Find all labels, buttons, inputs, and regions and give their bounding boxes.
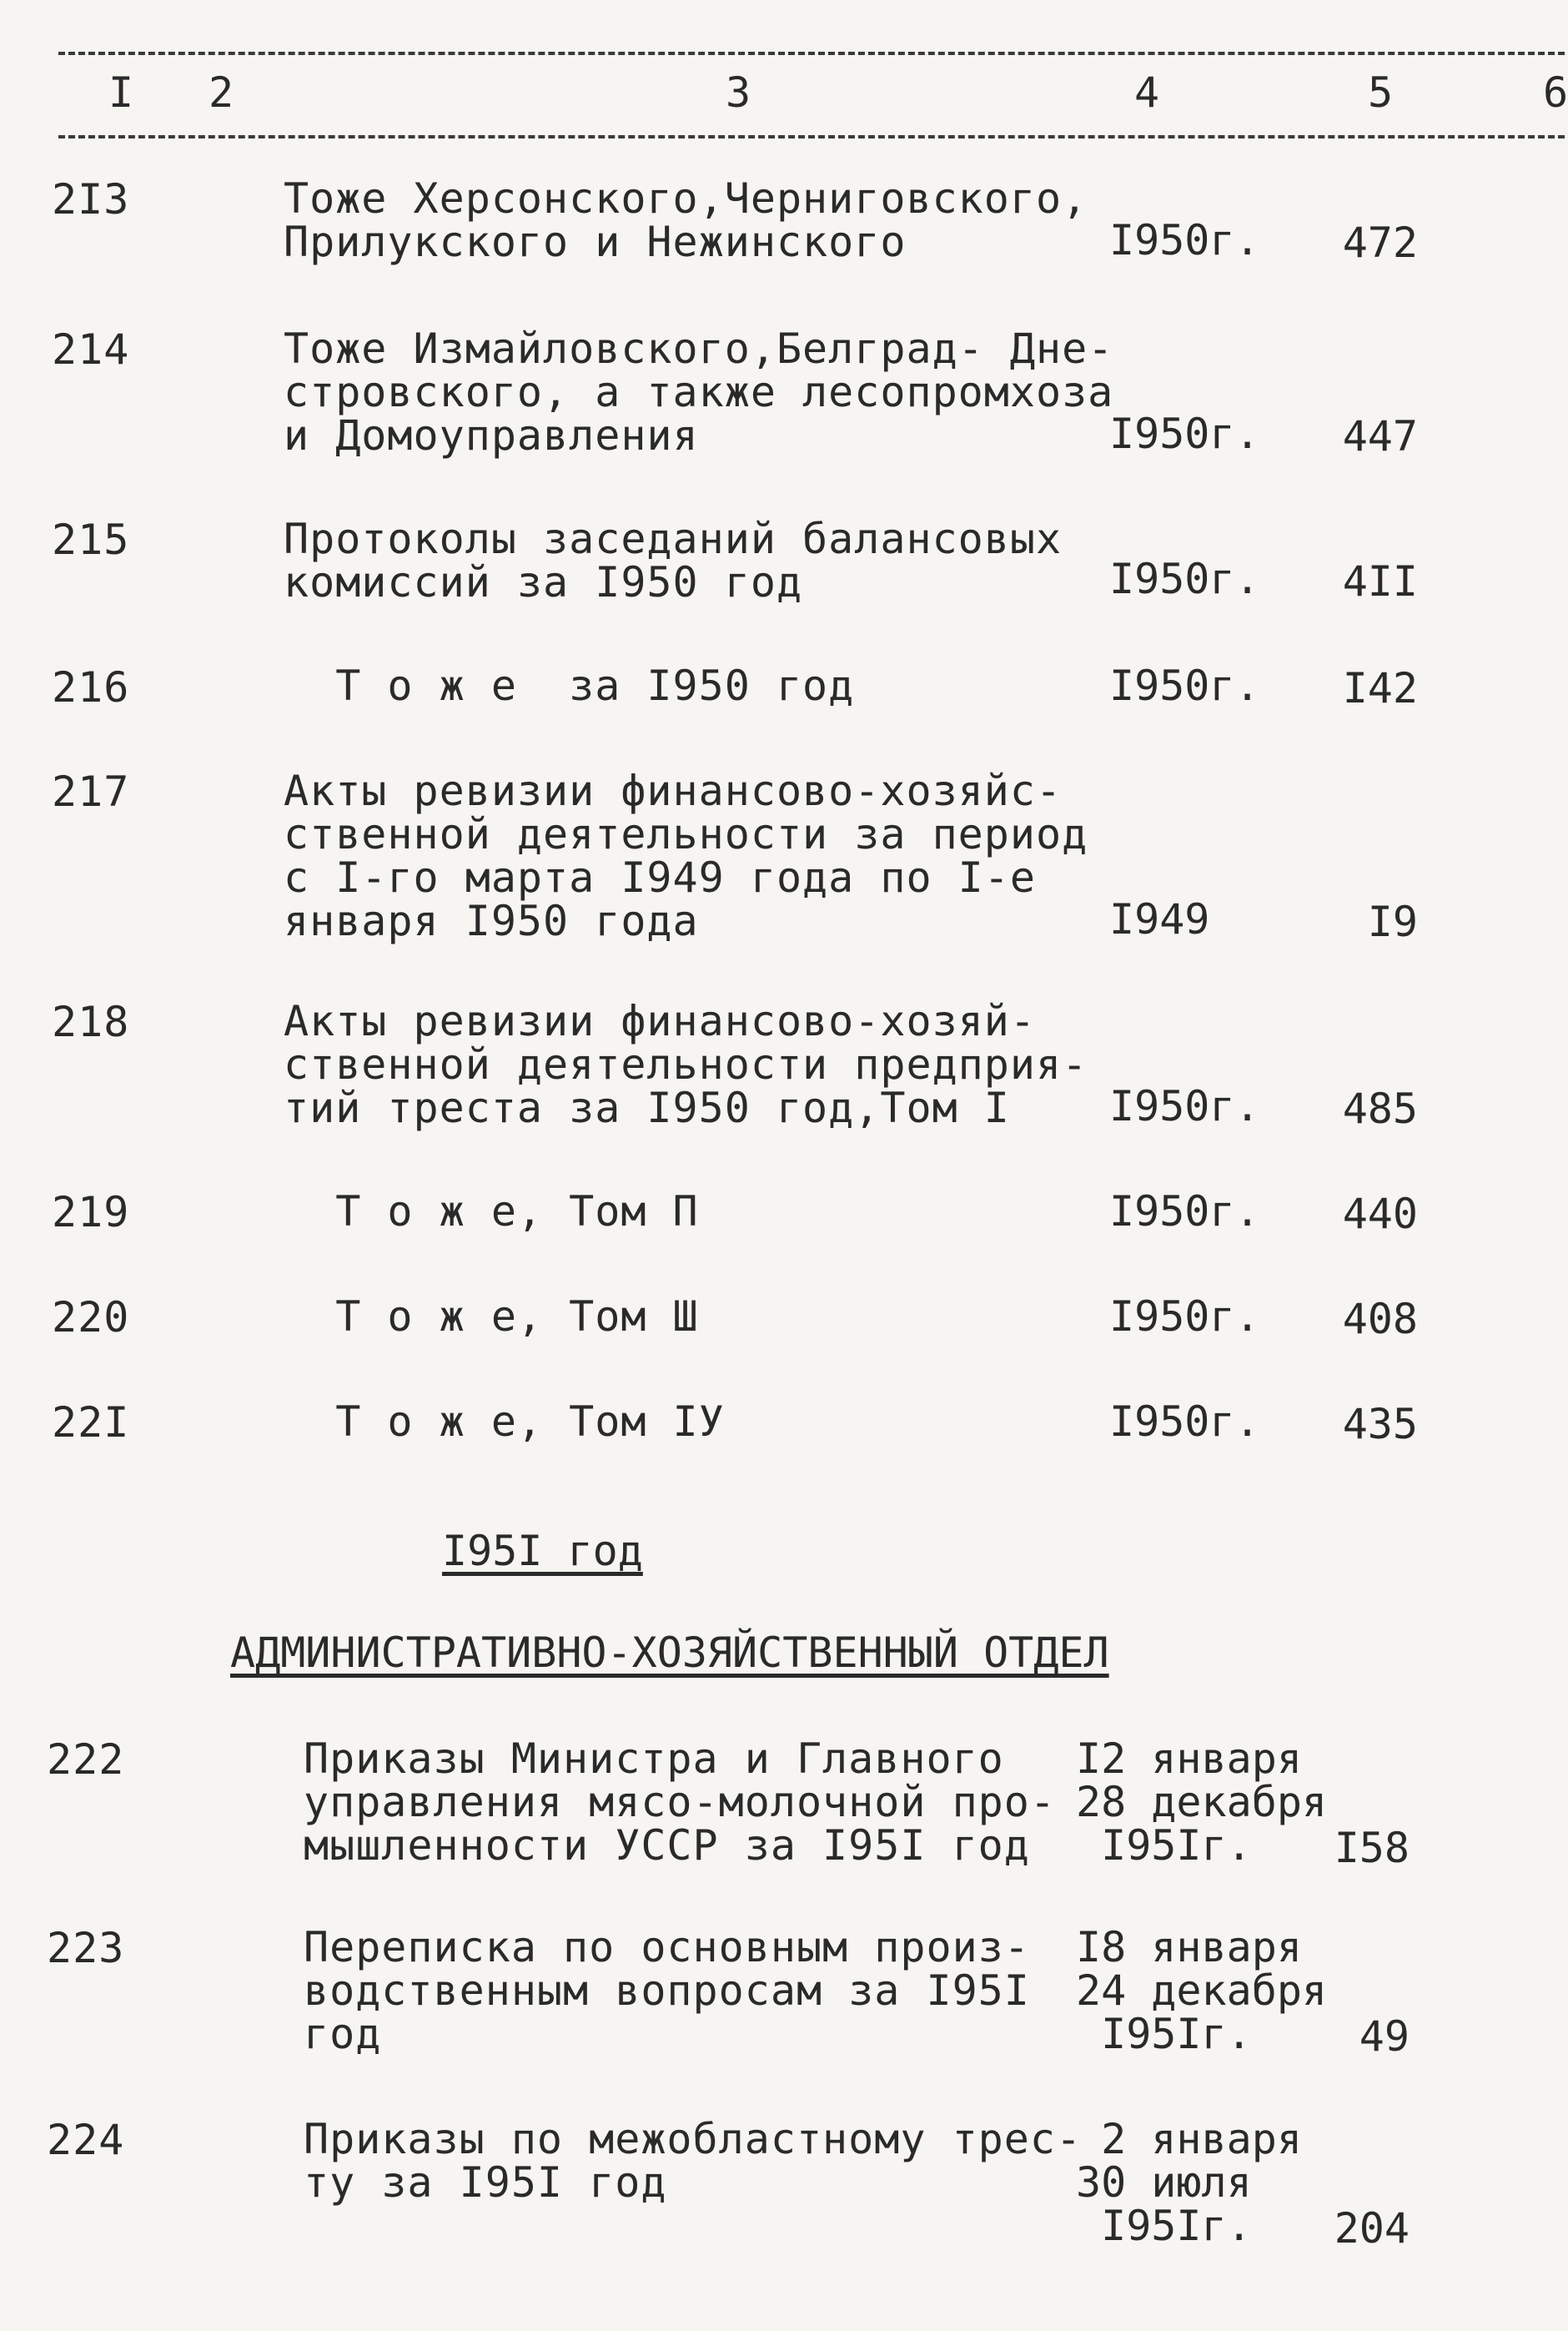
- entry-title: Протоколы заседаний балансовых комиссий за I950 год: [284, 515, 1063, 607]
- entry-title: Приказы Министра и Главного управления мясо-молочной про- мышленности УССР за I95I год: [304, 1734, 1056, 1870]
- entry-date: I950г.: [1109, 555, 1260, 603]
- entry-title: Т о ж е, Том IУ: [284, 1397, 725, 1446]
- entry-date: I950г.: [1109, 216, 1260, 264]
- entry-sheet-count: I9: [1367, 898, 1418, 946]
- column-header-6: 6: [1543, 68, 1568, 117]
- year-heading: I95I год: [442, 1527, 643, 1575]
- entry-title: Акты ревизии финансово-хозяй- ственной деятельности предприя- тий треста за I950 год,Том I: [284, 997, 1088, 1132]
- entry-number: 216: [52, 663, 130, 712]
- entry-number: 222: [47, 1735, 125, 1784]
- entry-title: Т о ж е, Том П: [284, 1187, 699, 1236]
- entry-title: Переписка по основным произ- водственным вопросам за I95I год: [304, 1923, 1030, 2058]
- entry-title: Т о ж е за I950 год: [284, 662, 855, 710]
- entry-sheet-count: 472: [1342, 219, 1418, 267]
- entry-date: I949: [1109, 895, 1210, 944]
- entry-date: I950г.: [1109, 410, 1260, 458]
- entry-number: 219: [52, 1188, 130, 1236]
- entry-sheet-count: 485: [1342, 1085, 1418, 1133]
- entry-number: 215: [52, 516, 130, 564]
- entry-number: 218: [52, 998, 130, 1046]
- entry-date: I950г.: [1109, 1187, 1260, 1236]
- entry-date-range: I8 января 24 декабря I95Iг.: [1076, 1923, 1328, 2058]
- entry-date: I950г.: [1109, 1292, 1260, 1341]
- entry-number: 214: [52, 325, 130, 374]
- entry-sheet-count: I42: [1342, 664, 1418, 712]
- column-header-5: 5: [1368, 68, 1394, 117]
- entry-date-range: I2 января 28 декабря I95Iг.: [1076, 1734, 1328, 1870]
- entry-title: Приказы по межобластному трес- ту за I95I год: [304, 2115, 1083, 2207]
- entry-sheet-count: 408: [1342, 1295, 1418, 1343]
- entry-date: I950г.: [1109, 662, 1260, 710]
- header-top-rule: [58, 52, 1565, 55]
- column-header-1: I: [108, 68, 134, 117]
- entry-number: 224: [47, 2116, 125, 2164]
- entry-sheet-count: I58: [1334, 1824, 1410, 1872]
- entry-sheet-count: 447: [1342, 412, 1418, 461]
- entry-number: 220: [52, 1293, 130, 1342]
- entry-number: 2I3: [52, 175, 130, 224]
- entry-number: 22I: [52, 1398, 130, 1447]
- entry-date-range: 2 января 30 июля I95Iг.: [1076, 2115, 1302, 2250]
- column-header-4: 4: [1134, 68, 1160, 117]
- entry-sheet-count: 49: [1359, 2012, 1410, 2061]
- header-bottom-rule: [58, 135, 1565, 138]
- entry-sheet-count: 204: [1334, 2204, 1410, 2253]
- column-header-2: 2: [209, 68, 234, 117]
- entry-number: 217: [52, 768, 130, 816]
- entry-sheet-count: 4II: [1342, 557, 1418, 606]
- entry-title: Тоже Херсонского,Черниговского, Прилукского и Нежинского: [284, 174, 1088, 266]
- entry-number: 223: [47, 1924, 125, 1972]
- entry-date: I950г.: [1109, 1397, 1260, 1446]
- entry-title: Т о ж е, Том Ш: [284, 1292, 699, 1341]
- column-header-3: 3: [726, 68, 751, 117]
- entry-title: Тоже Измайловского,Белград- Дне- стровского, а также лесопромхоза и Домоуправления: [284, 325, 1114, 460]
- entry-title: Акты ревизии финансово-хозяйс- ственной деятельности за период с I-го марта I949 года по I-е января I950 года: [284, 767, 1088, 945]
- entry-date: I950г.: [1109, 1082, 1260, 1130]
- entry-sheet-count: 435: [1342, 1400, 1418, 1448]
- entry-sheet-count: 440: [1342, 1190, 1418, 1238]
- department-heading: АДМИНИСТРАТИВНО-ХОЗЯЙСТВЕННЫЙ ОТДЕЛ: [230, 1629, 1109, 1677]
